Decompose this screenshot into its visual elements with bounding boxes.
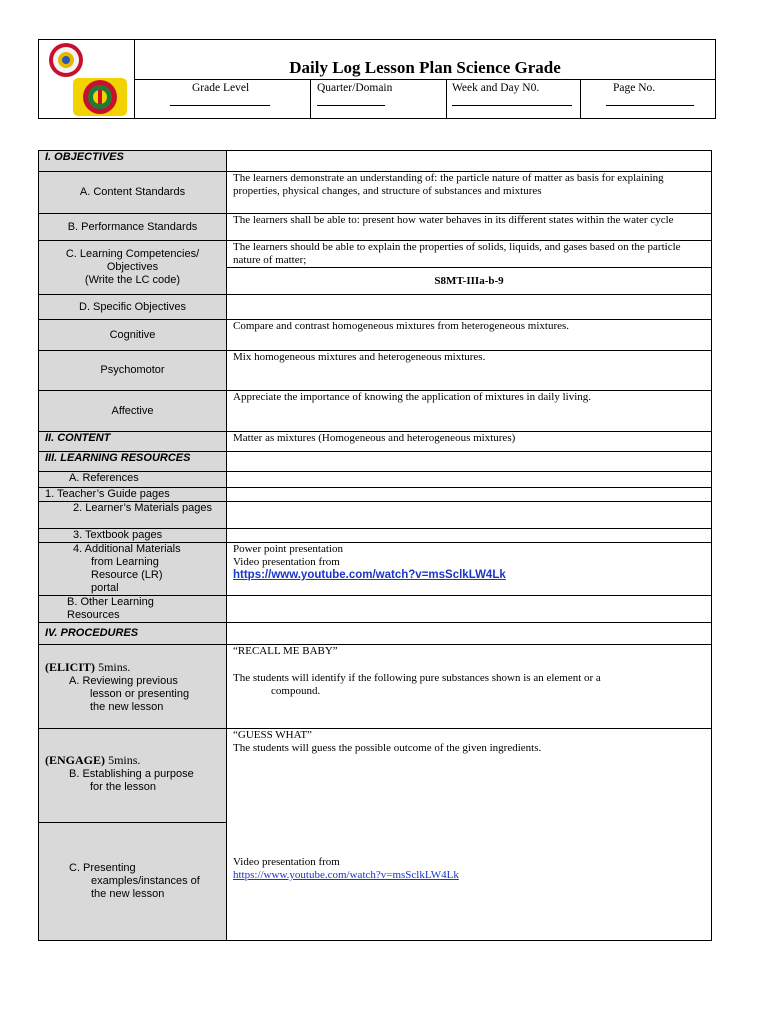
competencies-label-line3: (Write the LC code) xyxy=(84,274,181,286)
cognitive-text[interactable]: Compare and contrast homogeneous mixtures from heterogeneous mixtures. xyxy=(227,320,712,351)
procedures-heading: IV. PROCEDURES xyxy=(39,623,227,645)
grade-level-field[interactable] xyxy=(134,80,311,119)
procedures-heading-value[interactable] xyxy=(227,623,712,645)
performance-standards-label: B. Performance Standards xyxy=(39,214,227,241)
presenting-label-line3: the new lesson xyxy=(91,888,165,900)
content-heading: II. CONTENT xyxy=(39,432,227,452)
page-no-field[interactable] xyxy=(581,80,716,119)
presenting-label-line1: C. Presenting xyxy=(69,862,136,874)
quarter-domain-label: Quarter/Domain xyxy=(317,82,393,94)
week-day-label: Week and Day N0. xyxy=(452,82,540,94)
references-row xyxy=(39,472,712,488)
objectives-heading-value[interactable] xyxy=(227,151,712,172)
elicit-activity-title: “RECALL ME BABY” xyxy=(233,645,338,657)
competencies-label xyxy=(39,241,227,295)
competencies-label-line2: Objectives xyxy=(106,261,159,273)
grade-level-line xyxy=(170,105,270,106)
competencies-text[interactable]: The learners should be able to explain the properties of solids, liquids, and gases based on the particle nature of matter; xyxy=(227,241,712,268)
performance-standards-row xyxy=(39,214,712,241)
engage-row xyxy=(39,729,712,823)
other-resources-row xyxy=(39,596,712,623)
psychomotor-label: Psychomotor xyxy=(39,351,227,391)
additional-label-line3: Resource (LR) xyxy=(91,569,163,581)
specific-objectives-value[interactable] xyxy=(227,295,712,320)
elicit-text-line1: The students will identify if the following pure substances shown is an element or a xyxy=(233,672,601,684)
elicit-time: 5mins. xyxy=(98,660,131,674)
presenting-text: Video presentation from xyxy=(233,856,340,868)
affective-text[interactable]: Appreciate the importance of knowing the application of mixtures in daily living. xyxy=(227,391,712,432)
content-text[interactable]: Matter as mixtures (Homogeneous and heterogeneous mixtures) xyxy=(227,432,712,452)
textbook-label: 3. Textbook pages xyxy=(39,529,227,543)
objectives-heading-row xyxy=(39,151,712,172)
grade-level-label: Grade Level xyxy=(192,82,250,94)
other-resources-line1: B. Other Learning xyxy=(67,596,154,608)
textbook-value[interactable] xyxy=(227,529,712,543)
presenting-label-line2: examples/instances of xyxy=(91,875,200,887)
elicit-phase: (ELICIT) xyxy=(45,660,96,674)
competencies-row xyxy=(39,241,712,268)
performance-standards-text[interactable]: The learners shall be able to: present how water behaves in its different states within the water cycle xyxy=(227,214,712,241)
presenting-label xyxy=(39,823,227,941)
elicit-label-line2: lesson or presenting xyxy=(90,688,190,700)
content-standards-row xyxy=(39,172,712,214)
learners-materials-label: 2. Learner’s Materials pages xyxy=(39,502,227,529)
engage-activity-title: “GUESS WHAT” xyxy=(233,729,312,741)
city-seal-logo xyxy=(49,43,83,77)
specific-objectives-row xyxy=(39,295,712,320)
learners-materials-row xyxy=(39,502,712,529)
logo-cell xyxy=(39,40,135,118)
week-day-line xyxy=(452,105,572,106)
procedures-heading-row xyxy=(39,623,712,645)
cognitive-row xyxy=(39,320,712,351)
additional-label-line4: portal xyxy=(91,582,119,594)
objectives-heading: I. OBJECTIVES xyxy=(39,151,227,172)
engage-label xyxy=(39,729,227,823)
presenting-youtube-link[interactable]: https://www.youtube.com/watch?v=msSclkLW4Lk xyxy=(233,869,459,881)
additional-materials-text xyxy=(227,543,712,596)
additional-materials-label xyxy=(39,543,227,596)
cognitive-label: Cognitive xyxy=(39,320,227,351)
school-logos xyxy=(39,40,134,118)
other-resources-value[interactable] xyxy=(227,596,712,623)
specific-objectives-label: D. Specific Objectives xyxy=(39,295,227,320)
additional-label-line1: 4. Additional Materials xyxy=(73,543,181,555)
header-fields xyxy=(134,79,716,120)
references-label: A. References xyxy=(39,472,227,488)
elicit-row xyxy=(39,645,712,729)
quarter-domain-field[interactable] xyxy=(311,80,447,119)
engage-text: The students will guess the possible outcome of the given ingredients. xyxy=(233,742,542,754)
page-no-label: Page No. xyxy=(613,82,656,94)
engage-content[interactable] xyxy=(227,729,712,941)
other-resources-line2: Resources xyxy=(67,609,120,621)
elicit-label xyxy=(39,645,227,729)
engage-label-line2: for the lesson xyxy=(90,781,157,793)
engage-time: 5mins. xyxy=(108,753,141,767)
additional-text-ppt: Power point presentation xyxy=(233,543,343,555)
elicit-label-line1: A. Reviewing previous xyxy=(69,675,178,687)
page-no-line xyxy=(606,105,694,106)
content-standards-text[interactable]: The learners demonstrate an understanding of: the particle nature of matter as basis for explaining properties, physical changes, and structure of substances and mixtures xyxy=(227,172,712,214)
additional-label-line2: from Learning xyxy=(91,556,159,568)
quarter-domain-line xyxy=(317,105,385,106)
youtube-link[interactable]: https://www.youtube.com/watch?v=msSclkLW4Lk xyxy=(233,569,506,581)
elicit-content[interactable] xyxy=(227,645,712,729)
affective-row xyxy=(39,391,712,432)
psychomotor-text[interactable]: Mix homogeneous mixtures and heterogeneous mixtures. xyxy=(227,351,712,391)
psychomotor-row xyxy=(39,351,712,391)
resources-heading-row xyxy=(39,452,712,472)
week-day-field[interactable] xyxy=(447,80,581,119)
document-header xyxy=(38,39,716,119)
teachers-guide-label: 1. Teacher’s Guide pages xyxy=(39,488,227,502)
textbook-row xyxy=(39,529,712,543)
competencies-label-line1: C. Learning Competencies/ xyxy=(65,248,200,260)
teachers-guide-value[interactable] xyxy=(227,488,712,502)
lesson-plan-table xyxy=(38,150,712,941)
document-title: Daily Log Lesson Plan Science Grade xyxy=(289,58,561,77)
additional-text-video: Video presentation from xyxy=(233,556,340,568)
content-standards-label: A. Content Standards xyxy=(39,172,227,214)
lc-code[interactable]: S8MT-IIIa-b-9 xyxy=(227,268,712,295)
school-badge-logo xyxy=(73,78,127,116)
learners-materials-value[interactable] xyxy=(227,502,712,529)
other-resources-label xyxy=(39,596,227,623)
affective-label: Affective xyxy=(39,391,227,432)
references-value[interactable] xyxy=(227,472,712,488)
resources-heading: III. LEARNING RESOURCES xyxy=(39,452,227,472)
content-row xyxy=(39,432,712,452)
elicit-text-line2: compound. xyxy=(271,685,321,697)
elicit-label-line3: the new lesson xyxy=(90,701,164,713)
additional-materials-row xyxy=(39,543,712,596)
resources-heading-value[interactable] xyxy=(227,452,712,472)
engage-label-line1: B. Establishing a purpose xyxy=(69,768,194,780)
teachers-guide-row xyxy=(39,488,712,502)
engage-phase: (ENGAGE) xyxy=(45,753,105,767)
